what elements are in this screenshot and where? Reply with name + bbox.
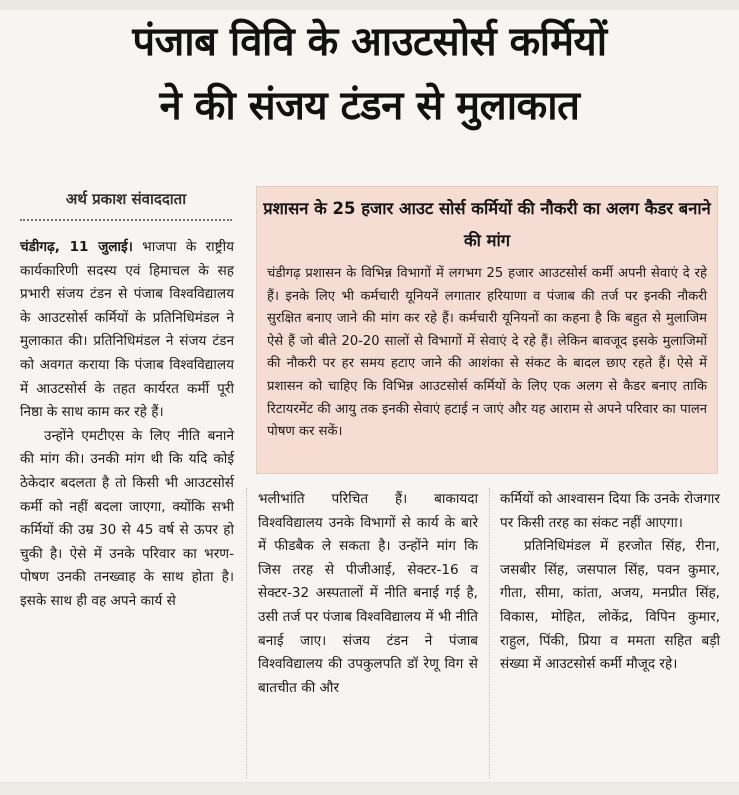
article-column-3 (500, 488, 720, 677)
sidebar-body: चंडीगढ़ प्रशासन के विभिन्न विभागों में लगभग 25 हजार आउटसोर्स कर्मी अपनी सेवाएं दे रहे हैं। इनके लिए भी कर्मचारी यूनियनें लगातार हरियाणा व पंजाब की तर्ज पर इनकी नौकरी सुरक्षित बनाए जाने की मांग कर रहे हैं। कर्मचारी यूनियनों का कहना है कि बहुत से मुलाजिम ऐसे हैं जो बीते 20-20 सालों से विभागों में सेवाएं दे रहे हैं। लेकिन बावजूद इसके मुलाजिमों की नौकरी पर हर समय हटाए जाने की आशंका से संकट के बादल छाए रहते हैं। ऐसे में प्रशासन को चाहिए कि विभिन्न आउटसोर्स कर्मियों के लिए एक अलग से कैडर बनाए ताकि रिटायरमेंट की आयु तक इनकी सेवाएं हटाई न जाएं और यह आराम से अपने परिवार का पालन पोषण कर सकें। (267, 266, 707, 440)
headline (0, 10, 739, 138)
bottom-edge-strip (0, 782, 739, 795)
headline-line-1: पंजाब विवि के आउटसोर्स कर्मियों (132, 19, 607, 65)
column-divider (489, 488, 490, 778)
paragraph: उन्होंने एमटीएस के लिए नीति बनाने की मांग की। उनकी मांग थी कि यदि कोई ठेकेदार बदलता है तो किसी भी आउटसोर्स कर्मी को नहीं बदला जाएगा, क्योंकि सभी कर्मियों की उम्र 30 से 45 वर्ष से ऊपर हो चुकी है। ऐसे में उनके परिवार का भरण-पोषण उनकी तनख्वाह के साथ होता है। इसके साथ ही वह अपने कार्य से (20, 427, 234, 609)
paragraph: प्रतिनिधिमंडल में हरजोत सिंह, रीना, जसबीर सिंह, जसपाल सिंह, पवन कुमार, गीता, सीमा, कांता, अजय, मनप्रीत सिंह, विकास, मोहित, लोकेंद्र, विपिन कुमार, राहुल, पिंकी, प्रिया व ममता सहित बड़ी संख्या में आउटसोर्स कर्मी मौजूद रहे। (500, 538, 720, 673)
article-column-1 (20, 236, 234, 614)
sidebar-title: प्रशासन के 25 हजार आउट सोर्स कर्मियों की नौकरी का अलग कैडर बनाने की मांग (263, 199, 711, 250)
headline-line-2: ने की संजय टंडन से मुलाकात (159, 83, 580, 129)
paragraph (20, 236, 234, 425)
top-edge-strip (0, 0, 739, 10)
byline: अर्थ प्रकाश संवाददाता (65, 190, 187, 208)
sidebar-box (256, 186, 718, 474)
article-column-2 (258, 488, 478, 700)
byline-divider (20, 219, 232, 221)
paragraph: भलीभांति परिचित हैं। बाकायदा विश्वविद्यालय उनके विभागों से कार्य के बारे में फीडबैक ले सकता है। उन्होंने मांग कि जिस तरह से पीजीआई, सेक्टर-16 व सेक्टर-32 अस्पतालों में नीति बनाई गई है, उसी तर्ज पर पंजाब विश्वविद्यालय में भी नीति बनाई जाए। संजय टंडन ने पंजाब विश्वविद्यालय की उपकुलपति डॉ रेणू विग से बातचीत की और (258, 491, 478, 696)
paragraph-text: भाजपा के राष्ट्रीय कार्यकारिणी सदस्य एवं हिमाचल के सह प्रभारी संजय टंडन से पंजाब विश्वविद्यालय के आउटसोर्स कर्मियों के प्रतिनिधिमंडल ने मुलाकात की। प्रतिनिधिमंडल ने संजय टंडन को अवगत कराया कि पंजाब विश्वविद्यालय में आउटसोर्स के तहत कार्यरत कर्मी पूरी निष्ठा के साथ काम कर रहे हैं। (20, 239, 234, 421)
paragraph: कर्मियों को आश्वासन दिया कि उनके रोजगार पर किसी तरह का संकट नहीं आएगा। (500, 491, 720, 531)
column-divider (246, 488, 247, 778)
dateline: चंडीगढ़, 11 जुलाई। (20, 239, 133, 255)
